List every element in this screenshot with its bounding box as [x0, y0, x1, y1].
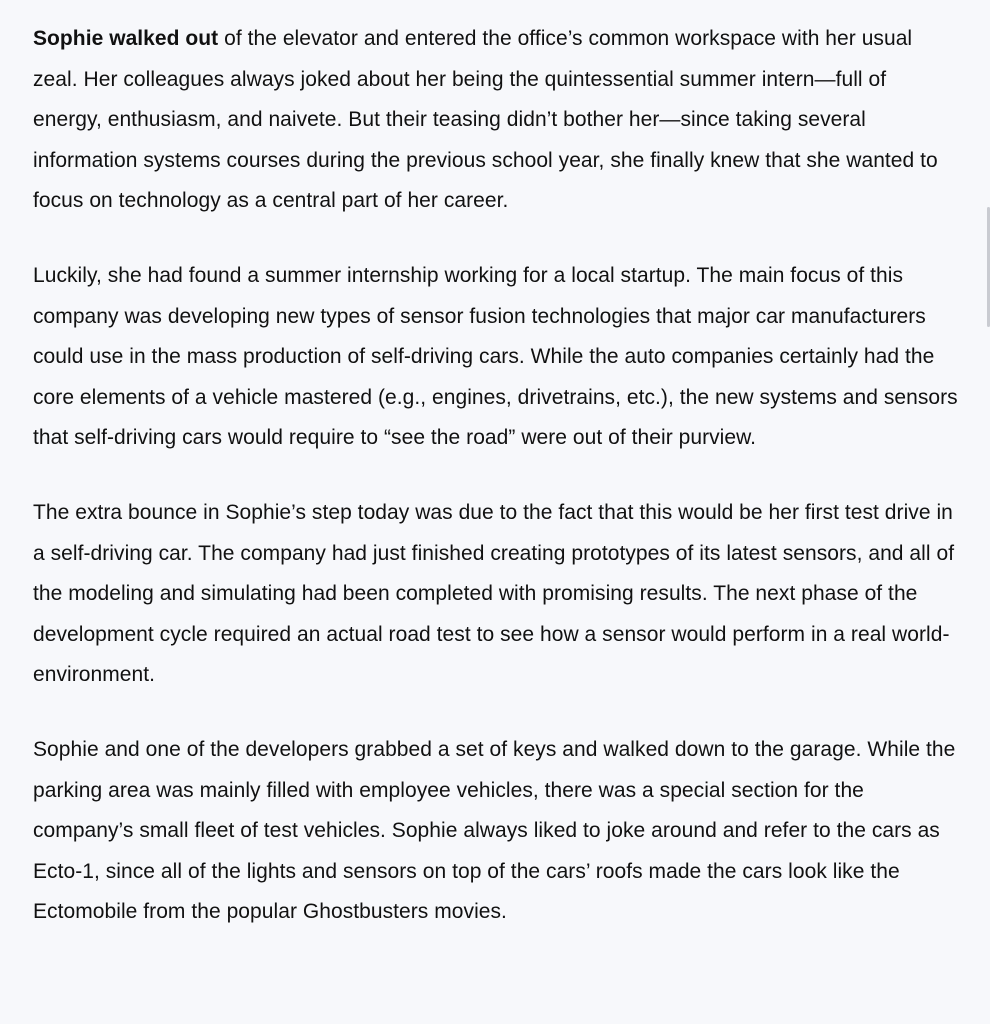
paragraph-lead: Sophie walked out — [33, 27, 219, 50]
paragraph-3: The extra bounce in Sophie’s step today was due to the fact that this would be her first test drive in a self-driving car. The company had just finished creating prototypes of its latest sensors, and all of the modeling and simulating had been completed with promising results. The next phase of the development cycle required an actual road test to see how a sensor would perform in a real world-environment. — [33, 500, 955, 687]
paragraph-4: Sophie and one of the developers grabbed a set of keys and walked down to the garage. While the parking area was mainly filled with employee vehicles, there was a special section for the company’s small fleet of test vehicles. Sophie always liked to joke around and refer to the cars as Ecto-1, since all of the lights and sensors on top of the cars’ roofs made the cars look like the Ectomobile from the popular Ghostbusters movies. — [33, 737, 956, 924]
paragraph-1 — [33, 19, 960, 222]
paragraph-text: of the elevator and entered the office’s common workspace with her usual zeal. Her colleagues always joked about her being the quintessential summer intern—full of energy, enthusiasm, and naivete. But their teasing didn’t bother her—since taking several information systems courses during the previous school year, she finally knew that she wanted to focus on technology as a central part of her career. — [33, 27, 938, 213]
paragraph-2: Luckily, she had found a summer internship working for a local startup. The main focus of this company was developing new types of sensor fusion technologies that major car manufacturers could use in the mass production of self-driving cars. While the auto companies certainly had the core elements of a vehicle mastered (e.g., engines, drivetrains, etc.), the new systems and sensors that self-driving cars would require to “see the road” were out of their purview. — [33, 263, 958, 450]
